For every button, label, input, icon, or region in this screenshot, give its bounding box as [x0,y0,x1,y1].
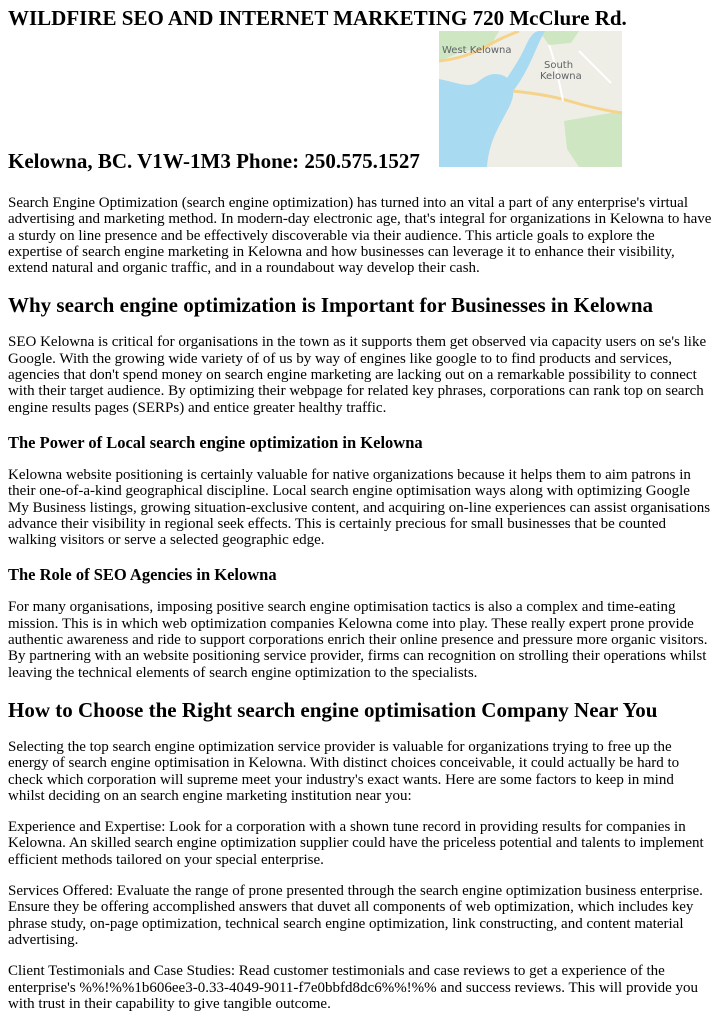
map-label-kelowna: Kelowna [540,71,582,82]
heading-local-seo: The Power of Local search engine optimization in Kelowna [8,432,423,452]
title-block [8,0,712,180]
paragraph-why-seo: SEO Kelowna is critical for organisations in the town as it supports them get observed via capacity users on se's like Google. With the growing wide variety of of us by way of engines like google to to find products and services, agencies that don't spend money on search engine marketing are lacking out on a remarkable possibility to connect with their target audience. By optimizing their webpage for related key phrases, corporations can rank top on search engine results pages (SERPs) and entice greater healthy traffic. [8,334,707,416]
paragraph-local-seo: Kelowna website positioning is certainly valuable for native organizations because it helps them to aim patrons in their one-of-a-kind geographical discipline. Local search engine optimisation ways along with optimizing Google My Business listings, growing situation-exclusive content, and acquiring on-line experiences can assist organisations advance their visibility in regional seek effects. This is certainly precious for small businesses that be counted walking visitors or serve a selected geographic edge. [8,466,711,549]
page-title-line-2: Kelowna, BC. V1W-1M3 Phone: 250.575.1527 [8,149,420,173]
heading-choose-company: How to Choose the Right search engine optimisation Company Near You [8,697,658,722]
map-graphic [439,31,622,167]
page-title-line-1: WILDFIRE SEO AND INTERNET MARKETING 720 McClure Rd. [8,6,627,30]
paragraph-experience: Experience and Expertise: Look for a corporation with a shown tune record in providing results for companies in Kelowna. An skilled search engine optimization supplier could have the priceless potential and talents to implement efficient methods tailored on your special enterprise. [8,819,704,868]
map-label-south: South [544,60,574,71]
intro-paragraph: Search Engine Optimization (search engine optimization) has turned into an vital a part of any enterprise's virtual advertising and marketing method. In modern-day electronic age, that's integral for organizations in Kelowna to have a sturdy on line presence and be effectively discoverable via their audience. This article goals to explore the expertise of search engine marketing in Kelowna and how businesses can leverage it to enhance their visibility, extend natural and organic traffic, and in a roundabout way develop their cash. [8,195,712,277]
paragraph-seo-agencies: For many organisations, imposing positive search engine optimisation tactics is also a complex and time-eating mission. This is in which web optimization companies Kelowna come into play. These really expert prone provide authentic awareness and ride to support corporations enrich their online presence and pressure more organic visitors. By partnering with an website positioning service provider, firms can recognition on strolling their operations whilst leaving the technical elements of search engine optimization to the specialists. [8,599,708,681]
heading-seo-agencies: The Role of SEO Agencies in Kelowna [8,565,277,585]
paragraph-testimonials: Client Testimonials and Case Studies: Read customer testimonials and case reviews to get a experience of the enterprise's %%!%%1b606ee3-0.33-4049-9011-f7e0bbfd8dc6%%!%% and success reviews. This will provide you with trust in their capability to give tangible outcome. [8,963,699,1012]
map-label-west-kelowna: West Kelowna [442,45,512,56]
paragraph-services: Services Offered: Evaluate the range of prone presented through the search engine optimization business enterprise. Ensure they be offering accomplished answers that duvet all components of web optimization, which includes key phrase study, on-page optimization, technical search engine optimization, link constructing, and content material advertising. [8,883,703,948]
location-map[interactable] [439,31,622,167]
paragraph-choose-company: Selecting the top search engine optimization service provider is valuable for organizations trying to free up the energy of search engine optimisation in Kelowna. With distinct choices conceivable, it could actually be hard to check which corporation will supreme meet your industry's exact wants. Here are some factors to keep in mind whilst deciding on an search engine marketing institution near you: [8,738,680,804]
document-page [8,0,712,1012]
heading-why-seo-important: Why search engine optimization is Important for Businesses in Kelowna [8,293,654,318]
